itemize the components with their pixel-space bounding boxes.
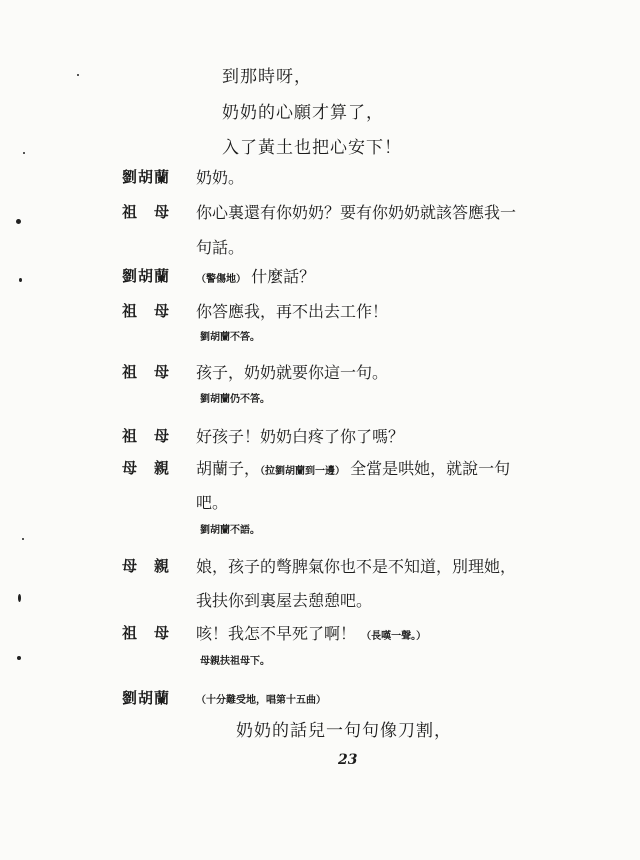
speaker-name: 祖 母: [122, 363, 171, 381]
speaker-name: 劉胡蘭: [122, 267, 171, 285]
dialogue-continuation: 句話。: [196, 238, 245, 257]
dialogue-continuation: 我扶你到裏屋去憩憩吧。: [196, 591, 373, 610]
speaker-name: 祖 母: [122, 203, 171, 221]
dialogue-text: 好孩子！奶奶白疼了你了嗎？: [196, 427, 405, 446]
scan-speck: [22, 538, 24, 540]
dialogue-text: [196, 688, 326, 707]
scan-speck: [23, 152, 25, 154]
dialogue-text: [196, 456, 510, 479]
speaker-name: 母 親: [122, 557, 171, 575]
stage-direction: 劉胡蘭仍不答。: [200, 394, 270, 405]
dialogue-continuation: 吧。: [196, 493, 229, 512]
stage-direction-inline: （十分難受地，唱第十五曲）: [196, 695, 326, 706]
dialogue-text: 你心裏還有你奶奶？要有你奶奶就該答應我一: [196, 203, 517, 222]
speaker-name: 母 親: [122, 459, 171, 477]
scan-speck: [77, 74, 79, 76]
speaker-name: 祖 母: [122, 624, 171, 642]
scan-speck: [19, 278, 22, 282]
lyric-line: 入了黃土也把心安下！: [222, 138, 402, 158]
stage-direction: 劉胡蘭不答。: [200, 332, 260, 343]
scan-speck: [16, 219, 21, 224]
scan-speck: [18, 594, 21, 602]
scan-speck: [17, 656, 21, 660]
speaker-name: 劉胡蘭: [122, 689, 171, 707]
dialogue-words: 全當是哄她，就說一句: [350, 459, 511, 478]
stage-direction: 母親扶祖母下。: [200, 656, 270, 667]
dialogue-text: 孩子，奶奶就要你這一句。: [196, 363, 389, 382]
dialogue-text: 娘，孩子的彆脾氣你也不是不知道，別理她，: [196, 557, 517, 576]
stage-direction-inline: （長嘆一聲。）: [361, 631, 427, 642]
stage-direction: 劉胡蘭不語。: [200, 525, 260, 536]
dialogue-words: 胡蘭子，: [196, 459, 261, 478]
stage-direction-inline: （警傷地）: [196, 274, 246, 285]
dialogue-text: 奶奶。: [196, 168, 245, 187]
lyric-line: 到那時呀，: [222, 67, 312, 87]
dialogue-text: [196, 264, 315, 287]
dialogue-words: 咳！我怎不早死了啊！: [196, 624, 357, 643]
page-number: 23: [338, 752, 358, 768]
stage-direction-inline: （拉劉胡蘭到一邊）: [260, 466, 346, 477]
speaker-name: 祖 母: [122, 302, 171, 320]
dialogue-text: 你答應我，再不出去工作！: [196, 302, 389, 321]
lyric-line: 奶奶的心願才算了，: [222, 103, 384, 123]
dialogue-words: 什麼話？: [251, 267, 316, 286]
speaker-name: 劉胡蘭: [122, 168, 171, 186]
dialogue-text: [196, 621, 426, 644]
lyric-line: 奶奶的話兒一句句像刀割，: [236, 721, 452, 741]
speaker-name: 祖 母: [122, 427, 171, 445]
